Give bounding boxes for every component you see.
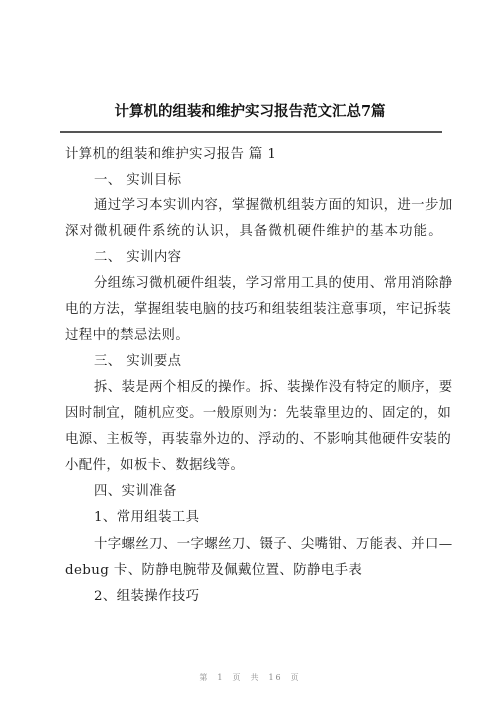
paragraph-line: debug 卡、防静电腕带及佩戴位置、防静电手表 [65,563,363,578]
footer-page-number: 1 [217,673,225,682]
paragraph-line: 因时制宜，随机应变。一般原则为：先装靠里边的、固定的，如 [65,406,452,421]
subheading-tools: 1、常用组装工具 [94,510,200,525]
paragraph-line: 分组练习微机硬件组装，学习常用工具的使用、常用消除静 [94,276,453,291]
heading-key-points: 三、 实训要点 [94,354,182,369]
subheading-techniques: 2、组装操作技巧 [94,589,200,604]
page-footer [0,672,500,683]
paragraph-line: 拆、装是两个相反的操作。拆、装操作没有特定的顺序，要 [94,380,453,395]
document-title: 计算机的组装和维护实习报告范文汇总7篇 [114,103,386,120]
footer-page-label: 第 [199,673,210,682]
heading-objectives: 一、 实训目标 [94,173,182,188]
paragraph-line: 电的方法，掌握组装电脑的技巧和组装组装注意事项，牢记拆装 [65,302,452,317]
paragraph-line: 深对微机硬件系统的认识，具备微机硬件维护的基本功能。 [65,224,442,239]
footer-total-pages: 16 [268,673,283,682]
paragraph-line: 十字螺丝刀、一字螺丝刀、镊子、尖嘴钳、万能表、并口— [94,537,453,552]
footer-total-label: 共 [250,673,261,682]
paragraph-line: 过程中的禁忌法则。 [65,328,190,343]
paragraph-line: 通过学习本实训内容，掌握微机组装方面的知识，进一步加 [94,198,453,213]
heading-content: 二、 实训内容 [94,250,182,265]
section-heading-report-1: 计算机的组装和维护实习报告 篇 1 [65,147,277,162]
heading-preparation: 四、实训准备 [94,484,177,499]
paragraph-line: 电源、主板等，再装靠外边的、浮动的、不影响其他硬件安装的 [65,432,452,447]
title-divider [60,131,442,133]
footer-page-unit: 页 [232,673,243,682]
paragraph-line: 小配件，如板卡、数据线等。 [65,458,245,473]
footer-total-unit: 页 [290,673,301,682]
